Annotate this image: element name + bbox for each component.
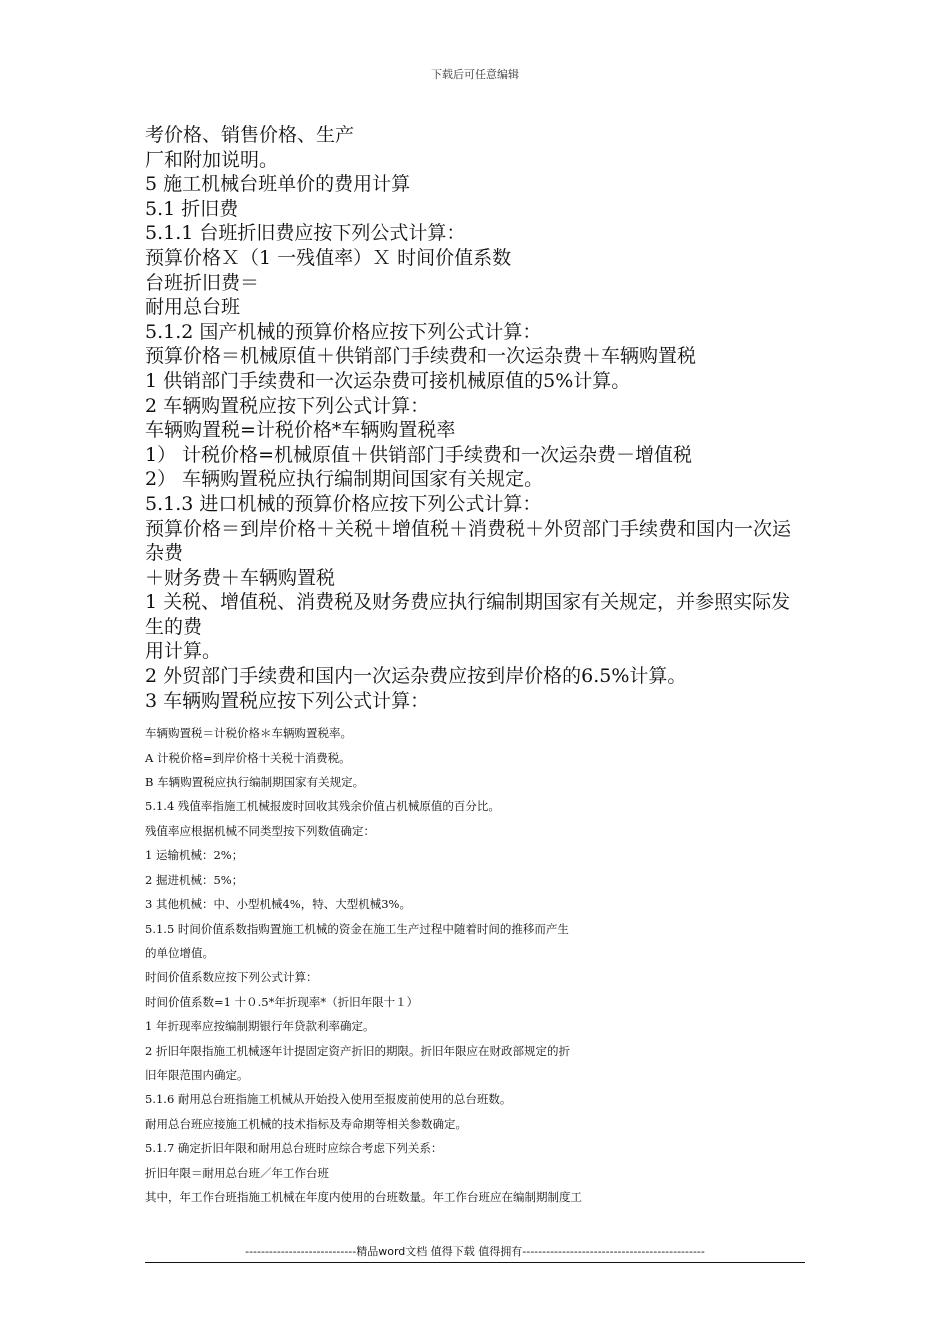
formula-line: 耐用总台班 [145, 296, 241, 319]
text-line: 考价格、销售价格、生产 [145, 124, 355, 146]
text-line: B 车辆购置税应执行编制期国家有关规定。 [145, 775, 365, 790]
formula-line: 预算价格Ｘ（1 一残值率）Ｘ 时间价值系数 [145, 246, 512, 269]
text-line: 2） 车辆购置税应执行编制期间国家有关规定。 [145, 468, 544, 491]
text-line: 5.1.4 残值率指施工机械报废时回收其残余价值占机械原值的百分比。 [145, 799, 500, 814]
formula-line: 预算价格＝机械原值＋供销部门手续费和一次运杂费＋车辆购置税 [145, 345, 697, 368]
text-line: 2 掘进机械：5%； [145, 872, 244, 887]
small-text-section [145, 721, 805, 1209]
text-line: 5.1.5 时间价值系数指购置施工机械的资金在施工生产过程中随着时间的推移而产生 [145, 921, 569, 936]
text-line: 的单位增值。 [145, 945, 214, 960]
text-line: 车辆购置税＝计税价格＊车辆购置税率。 [145, 726, 352, 741]
formula-line: 台班折旧费＝ [145, 271, 260, 294]
text-line: 5.1 折旧费 [145, 197, 239, 220]
text-line: 耐用总台班应接施工机械的技术指标及寿命期等相关参数确定。 [145, 1116, 467, 1131]
text-line: 2 折旧年限指施工机械逐年计提固定资产折旧的期限。折旧年限应在财政部规定的折 [145, 1043, 570, 1058]
text-line: 1 年折现率应按编制期银行年贷款利率确定。 [145, 1019, 375, 1034]
text-line: 1 关税、增值税、消费税及财务费应执行编制期国家有关规定，并参照实际发生的费 [145, 591, 791, 638]
text-line: 5.1.7 确定折旧年限和耐用总台班时应综合考虑下列关系： [145, 1141, 443, 1156]
text-line: 5.1.3 进口机械的预算价格应按下列公式计算： [145, 492, 542, 515]
text-line: 2 车辆购置税应按下列公式计算： [145, 394, 430, 417]
text-line: 5.1.1 台班折旧费应按下列公式计算： [145, 222, 466, 245]
text-line: 旧年限范围内确定。 [145, 1067, 249, 1082]
text-line: 1 运输机械：2%； [145, 848, 244, 863]
text-line: 5 施工机械台班单价的费用计算 [145, 173, 411, 196]
formula-line: 折旧年限＝耐用总台班／年工作台班 [145, 1165, 329, 1180]
formula-line: ＋财务费＋车辆购置税 [145, 566, 336, 589]
text-line: A 计税价格=到岸价格十关税十消费税。 [145, 750, 351, 765]
text-line: 残值率应根据机械不同类型按下列数值确定： [145, 823, 375, 838]
formula-line: 车辆购置税=计税价格*车辆购置税率 [145, 419, 456, 442]
footer-divider [145, 1262, 805, 1263]
text-line: 5.1.6 耐用总台班指施工机械从开始投入使用至报废前使用的总台班数。 [145, 1092, 512, 1107]
formula-line: 时间价值系数=1 十０.5*年折现率*（折旧年限十１） [145, 994, 419, 1009]
text-line: 2 外贸部门手续费和国内一次运杂费应按到岸价格的6.5%计算。 [145, 665, 687, 688]
document-body [145, 123, 805, 1209]
text-line: 1） 计税价格=机械原值＋供销部门手续费和一次运杂费－增值税 [145, 443, 693, 466]
text-line: 其中，年工作台班指施工机械在年度内使用的台班数量。年工作台班应在编制期制度工 [145, 1189, 582, 1204]
large-text-section [145, 123, 805, 713]
formula-line: 预算价格＝到岸价格＋关税＋增值税＋消费税＋外贸部门手续费和国内一次运杂费 [145, 517, 792, 565]
text-line: 用计算。 [145, 640, 222, 663]
page-footer-text: ----------------------------精品word文档 值得下载 值得拥有---------------------------------------------- [245, 1245, 705, 1258]
text-line: 厂和附加说明。 [145, 148, 279, 171]
page-header-note: 下载后可任意编辑 [431, 68, 519, 81]
text-line: 3 其他机械：中、小型机械4%，特、大型机械3%。 [145, 897, 411, 912]
text-line: 3 车辆购置税应按下列公式计算： [145, 689, 430, 712]
text-line: 1 供销部门手续费和一次运杂费可接机械原值的5%计算。 [145, 369, 631, 392]
text-line: 时间价值系数应按下列公式计算： [145, 970, 318, 985]
text-line: 5.1.2 国产机械的预算价格应按下列公式计算： [145, 320, 542, 343]
